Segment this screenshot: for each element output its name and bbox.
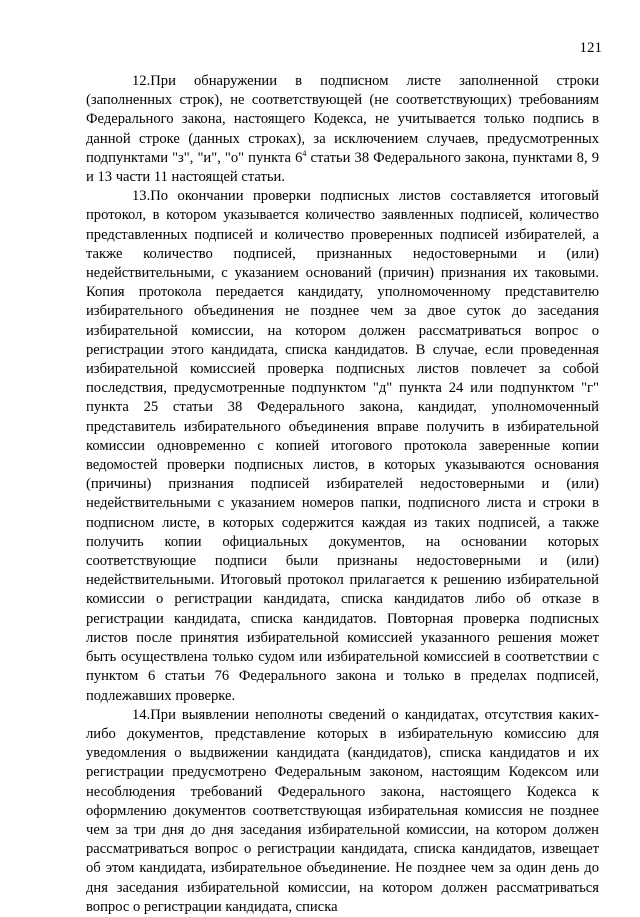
superscript-index: 4 xyxy=(302,148,307,158)
paragraph-12 xyxy=(86,72,599,187)
paragraph-14: 14.При выявлении неполноты сведений о кандидатах, отсутствия каких-либо документов, представление которых в избирательную комиссию для уведомления о выдвижении кандидата (кандидатов), списка кандидатов и их регистрации предусмотрено Федеральным законом, настоящим Кодексом или несоблюдения требований Федерального закона, настоящего Кодекса к оформлению документов соответствующая избирательная комиссия не позднее чем за три дня до дня заседания избирательной комиссии, на котором должен рассматриваться вопрос о регистрации кандидата, списка кандидатов, извещает об этом кандидата, избирательное объединение. Не позднее чем за один день до дня заседания избирательной комиссии, на котором должен рассматриваться вопрос о регистрации кандидата, списка xyxy=(86,706,599,915)
paragraph-13: 13.По окончании проверки подписных листов составляется итоговый протокол, в котором указывается количество заявленных подписей, количество представленных подписей и количество проверенных подписей избирателей, а также количество подписей, признанных недостоверными и (или) недействительными, с указанием оснований (причин) признания их таковыми. Копия протокола передается кандидату, уполномоченному представителю избирательного объединения не позднее чем за двое суток до заседания избирательной комиссии, на котором должен рассматриваться вопрос о регистрации этого кандидата, списка кандидатов. В случае, если проведенная избирательной комиссией проверка подписных листов повлечет за собой последствия, предусмотренные подпунктом "д" пункта 24 или подпунктом "г" пункта 25 статьи 38 Федерального закона, кандидат, уполномоченный представитель избирательного объединения вправе получить в избирательной комиссии одновременно с копией итогового протокола заверенные копии ведомостей проверки подписных листов, в которых указываются основания (причины) признания подписей избирателей недостоверными и (или) недействительными с указанием номеров папки, подписного листа и строки в подписном листе, в которых содержится каждая из таких подписей, а также получить копии официальных документов, на основании которых соответствующие подписи были признаны недостоверными и (или) недействительными. Итоговый протокол прилагается к решению избирательной комиссии о регистрации кандидата, списка кандидатов либо об отказе в регистрации кандидата, списка кандидатов. Повторная проверка подписных листов после принятия избирательной комиссией указанного решения может быть осуществлена только судом или избирательной комиссией в соответствии с пунктом 6 статьи 76 Федерального закона и только в пределах подписей, подлежавших проверке. xyxy=(86,188,599,704)
paragraph-12-text-end: статьи 38 Федерального закона, пунктами 8, 9 и 13 части 11 настоящей статьи. xyxy=(86,149,599,186)
page-number: 121 xyxy=(579,40,602,56)
paragraph-12-text: 12.При обнаружении в подписном листе заполненной строки (заполненных строк), не соответствующей (не соответствующих) требованиям Федерального закона, настоящего Кодекса, не учитывается только подпись в данной строке (данных строках), за исключением случаев, предусмотренных подпунктами "з", "и", "о" пункта 6 xyxy=(86,73,599,166)
body-text xyxy=(86,72,599,917)
